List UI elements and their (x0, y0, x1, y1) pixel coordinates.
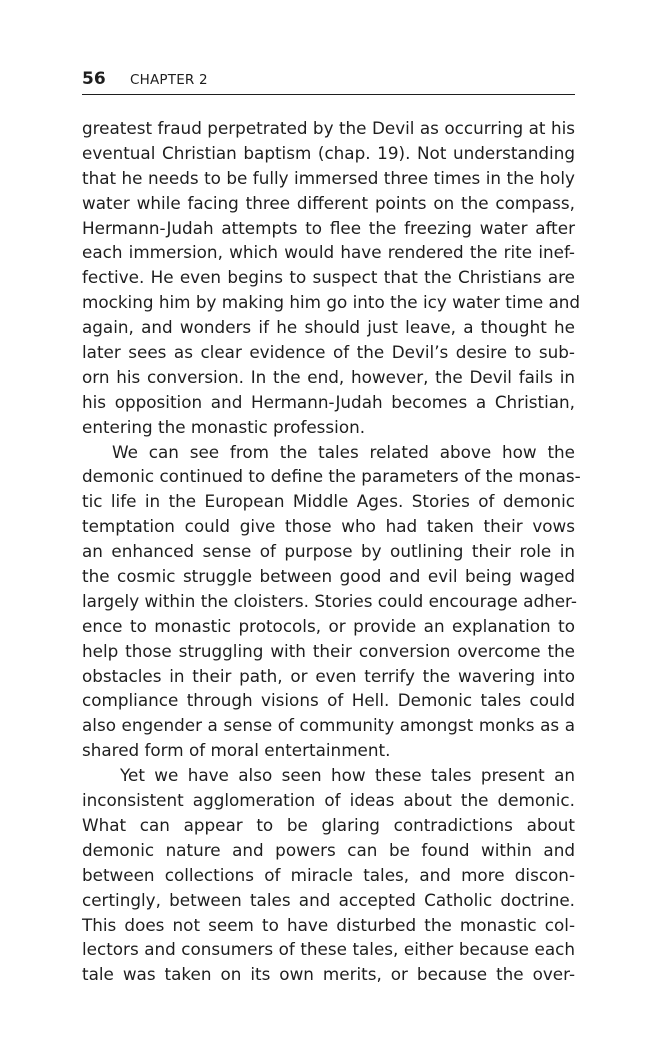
text-line: ence to monastic protocols, or provide an explanation to (82, 615, 575, 636)
text-line: between collections of miracle tales, and more discon- (82, 864, 575, 885)
text-line: obstacles in their path, or even terrify the wavering into (82, 665, 575, 686)
text-line: mocking him by making him go into the icy water time and (82, 292, 581, 313)
paragraph-3 (82, 763, 575, 987)
text-line: fective. He even begins to suspect that the Christians are (82, 267, 575, 288)
text-line: the cosmic struggle between good and evil being waged (82, 566, 575, 587)
text-line: his opposition and Hermann-Judah becomes a Christian, (82, 391, 575, 412)
text-line: temptation could give those who had taken their vows (82, 516, 575, 537)
text-line: again, and wonders if he should just leave, a thought he (82, 317, 575, 338)
text-line: lectors and consumers of these tales, either because each (82, 939, 575, 960)
text-line: demonic nature and powers can be found within and (82, 839, 575, 860)
running-head (82, 66, 575, 95)
text-line: shared form of moral entertainment. (82, 740, 391, 761)
text-line: compliance through visions of Hell. Demonic tales could (82, 690, 575, 711)
text-line: water while facing three different points on the compass, (82, 192, 575, 213)
text-line: eventual Christian baptism (chap. 19). Not understanding (82, 142, 575, 163)
text-line: largely within the cloisters. Stories could encourage adher- (82, 590, 577, 611)
text-line: We can see from the tales related above how the (112, 441, 575, 462)
paragraph-2 (82, 440, 581, 764)
text-line: later sees as clear evidence of the Devil’s desire to sub- (82, 342, 575, 363)
text-line: help those struggling with their conversion overcome the (82, 640, 575, 661)
text-line: also engender a sense of community amongst monks as a (82, 715, 575, 736)
text-line: tic life in the European Middle Ages. Stories of demonic (82, 491, 575, 512)
text-line: an enhanced sense of purpose by outlining their role in (82, 541, 575, 562)
text-line: inconsistent agglomeration of ideas about the demonic. (82, 790, 575, 811)
text-line: greatest fraud perpetrated by the Devil as occurring at his (82, 118, 575, 138)
text-line: This does not seem to have disturbed the monastic col- (82, 914, 575, 935)
text-line: orn his conversion. In the end, however, the Devil fails in (82, 366, 575, 387)
page-number: 56 (82, 69, 106, 89)
text-line: tale was taken on its own merits, or because the over- (82, 964, 575, 985)
paragraph-1 (82, 116, 581, 440)
chapter-label: CHAPTER 2 (130, 72, 208, 88)
text-line: Hermann-Judah attempts to flee the freezing water after (82, 217, 575, 238)
text-line: demonic continued to define the parameters of the monas- (82, 466, 581, 487)
text-line: Yet we have also seen how these tales present an (120, 765, 575, 786)
text-line: What can appear to be glaring contradictions about (82, 814, 575, 835)
text-line: certingly, between tales and accepted Catholic doctrine. (82, 889, 575, 910)
text-line: that he needs to be fully immersed three times in the holy (82, 167, 575, 188)
body-text (82, 116, 581, 987)
text-line: each immersion, which would have rendered the rite inef- (82, 242, 575, 263)
text-line: entering the monastic profession. (82, 416, 366, 437)
